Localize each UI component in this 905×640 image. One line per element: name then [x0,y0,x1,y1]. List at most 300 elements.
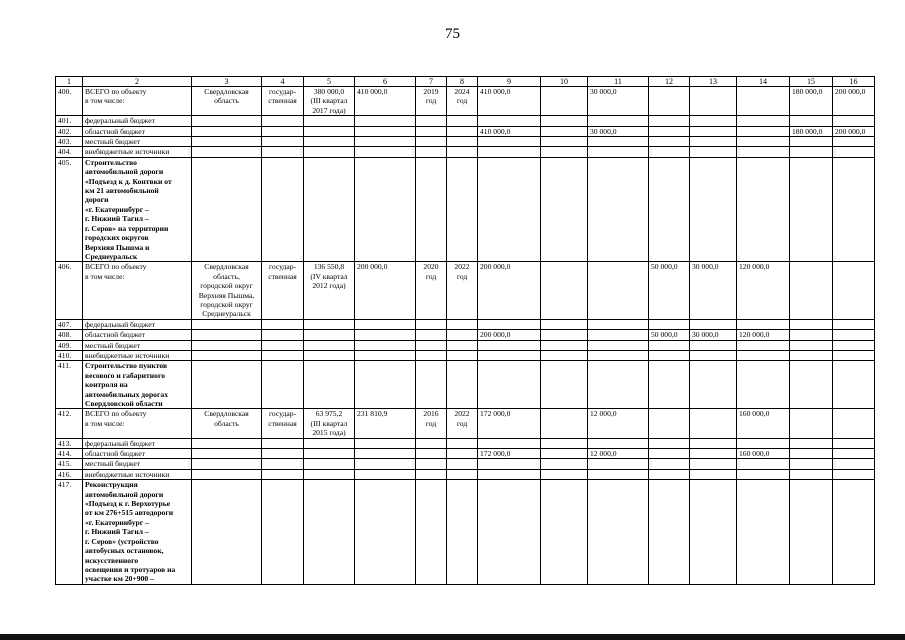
table-cell [541,262,588,319]
table-cell [833,330,875,340]
column-header: 14 [737,77,790,87]
row-label: областной бюджет [83,330,192,340]
table-cell: государ- ственная [262,409,304,438]
table-cell [304,350,355,360]
table-cell [447,469,478,479]
table-cell [737,87,790,116]
column-header: 10 [541,77,588,87]
table-cell [737,116,790,126]
table-cell [588,480,649,584]
table-cell [790,361,833,409]
table-cell [447,147,478,157]
table-cell [790,469,833,479]
table-cell [690,361,737,409]
table-cell [833,137,875,147]
table-cell [355,157,416,261]
table-cell [790,137,833,147]
table-cell [192,116,262,126]
table-row [56,459,875,469]
table-cell [478,350,541,360]
table-cell [690,157,737,261]
table-cell [737,340,790,350]
table-cell: 200 000,0 [833,87,875,116]
table-cell [447,330,478,340]
table-cell [304,157,355,261]
table-cell [649,137,690,147]
table-cell [541,480,588,584]
column-header: 11 [588,77,649,87]
table-cell [416,438,447,448]
table-cell [192,137,262,147]
table-cell [192,459,262,469]
table-cell: Свердловская область [192,409,262,438]
table-cell [833,157,875,261]
table-cell [355,340,416,350]
table-cell [262,340,304,350]
table-cell [416,350,447,360]
table-row [56,319,875,329]
table-cell: 410 000,0 [355,87,416,116]
table-cell [790,262,833,319]
table-cell: 12 000,0 [588,449,649,459]
table-cell [447,137,478,147]
table-cell [447,340,478,350]
table-cell [262,449,304,459]
table-cell [790,157,833,261]
table-cell [304,116,355,126]
column-header: 8 [447,77,478,87]
table-cell [690,340,737,350]
table-cell [304,126,355,136]
table-cell: 30 000,0 [588,87,649,116]
table-cell [790,116,833,126]
table-row [56,87,875,116]
page-number: 75 [445,26,460,42]
table-cell [690,350,737,360]
table-cell [649,87,690,116]
table-cell [304,449,355,459]
table-cell [355,330,416,340]
column-header: 2 [83,77,192,87]
table-cell: 200 000,0 [355,262,416,319]
table-cell [478,480,541,584]
table-cell [588,340,649,350]
table-cell [833,361,875,409]
header-row [56,77,875,87]
table-cell [790,480,833,584]
table-cell [541,350,588,360]
row-number: 405. [56,157,83,261]
column-header: 15 [790,77,833,87]
table-cell [541,157,588,261]
table-cell: 50 000,0 [649,330,690,340]
table-cell: 30 000,0 [690,262,737,319]
table-cell [541,319,588,329]
table-cell [478,438,541,448]
row-number: 417. [56,480,83,584]
table-cell [447,319,478,329]
table-cell: 50 000,0 [649,262,690,319]
table-cell: 160 000,0 [737,449,790,459]
table-cell [833,459,875,469]
table-cell: Свердловская область [192,87,262,116]
table-cell [737,157,790,261]
row-label: областной бюджет [83,449,192,459]
table-cell [262,137,304,147]
table-cell [447,361,478,409]
table-cell: 380 000,0 (III квартал 2017 года) [304,87,355,116]
table-cell: 410 000,0 [478,126,541,136]
table-cell [690,459,737,469]
table-cell [262,438,304,448]
table-cell [355,459,416,469]
row-number: 402. [56,126,83,136]
table-cell [790,438,833,448]
table-cell [541,469,588,479]
row-number: 410. [56,350,83,360]
table-cell [192,469,262,479]
table-cell [649,438,690,448]
table-cell: Свердловская область, городской округ Верхняя Пышма, городской округ Среднеуральск [192,262,262,319]
table-cell [304,480,355,584]
table-cell [541,126,588,136]
table-cell [737,361,790,409]
table-cell [355,361,416,409]
table-cell [416,147,447,157]
row-label: местный бюджет [83,459,192,469]
table-cell [833,262,875,319]
table-cell [737,126,790,136]
row-label: местный бюджет [83,137,192,147]
table-cell [588,330,649,340]
column-header: 6 [355,77,416,87]
table-cell [737,469,790,479]
table-cell [690,137,737,147]
table-cell: 30 000,0 [588,126,649,136]
table-cell: 2022 год [447,409,478,438]
table-cell [262,361,304,409]
table-cell [355,469,416,479]
table-cell [447,449,478,459]
row-number: 401. [56,116,83,126]
row-label: внебюджетные источники [83,147,192,157]
table-cell [192,147,262,157]
table-cell [649,459,690,469]
table-cell [192,319,262,329]
table-cell [649,157,690,261]
table-cell [737,480,790,584]
table-cell [192,438,262,448]
table-cell: 172 000,0 [478,409,541,438]
table-cell [790,459,833,469]
column-header: 16 [833,77,875,87]
table-cell [355,350,416,360]
row-number: 413. [56,438,83,448]
table-cell [262,469,304,479]
row-number: 408. [56,330,83,340]
table-cell [588,137,649,147]
table-row [56,330,875,340]
table-cell [833,147,875,157]
column-header: 5 [304,77,355,87]
table-cell [262,157,304,261]
row-number: 416. [56,469,83,479]
table-cell [649,340,690,350]
table-cell [192,126,262,136]
table-cell [304,137,355,147]
table-body [56,77,875,585]
table-cell [737,147,790,157]
table-cell [790,330,833,340]
table-cell [541,409,588,438]
table-cell [833,409,875,438]
table-cell [304,340,355,350]
table-cell [790,409,833,438]
table-cell [588,157,649,261]
table-cell [416,157,447,261]
table-row [56,469,875,479]
table-cell [262,459,304,469]
table-cell [304,361,355,409]
table-row [56,409,875,438]
table-row [56,340,875,350]
table-cell [737,350,790,360]
table-cell [588,350,649,360]
table-row [56,480,875,584]
table-cell [262,116,304,126]
table-row [56,449,875,459]
table-row [56,116,875,126]
row-label: Реконструкция автомобильной дороги «Подъезд к г. Верхотурье от км 276+515 автодороги «г. Екатеринбург – г. Нижний Тагил – г. Серов» (устройство автобусных остановок, искусственного освещения и тротуаров на участке км 20+900 – [83,480,192,584]
table-cell [690,469,737,479]
table-cell [478,116,541,126]
table-cell [416,449,447,459]
table-cell [192,480,262,584]
table-cell [690,449,737,459]
table-cell [541,449,588,459]
row-label: областной бюджет [83,126,192,136]
table-row [56,350,875,360]
table-cell [192,449,262,459]
table-cell [355,438,416,448]
row-label: Строительство автомобильной дороги «Подъезд к д. Контвки от км 21 автомобильной дороги «г. Екатеринбург – г. Нижний Тагил – г. Серов» на территории городских округов Верхняя Пышма и Среднеуральск [83,157,192,261]
table-cell: 200 000,0 [478,330,541,340]
table-cell [737,319,790,329]
column-header: 3 [192,77,262,87]
table-cell [478,157,541,261]
table-cell [833,350,875,360]
table-cell [649,361,690,409]
table-cell [690,116,737,126]
table-cell [790,340,833,350]
table-cell [649,319,690,329]
table-cell [304,469,355,479]
table-cell [192,350,262,360]
table-cell: 180 000,0 [790,126,833,136]
row-label: местный бюджет [83,340,192,350]
table-cell [833,469,875,479]
table-cell: 30 000,0 [690,330,737,340]
table-cell: 63 975,2 (III квартал 2015 года) [304,409,355,438]
table-cell: 410 000,0 [478,87,541,116]
table-cell: 2022 год [447,262,478,319]
table-cell [690,126,737,136]
table-cell [478,459,541,469]
row-number: 400. [56,87,83,116]
table-cell: государ- ственная [262,87,304,116]
table-cell [355,319,416,329]
table-cell [541,340,588,350]
table-cell [192,361,262,409]
table-row [56,137,875,147]
table-cell [833,449,875,459]
table-cell [541,330,588,340]
table-cell [355,480,416,584]
table-cell [588,438,649,448]
table-cell [790,350,833,360]
table-cell [416,319,447,329]
table-row [56,438,875,448]
table-row [56,147,875,157]
table-cell [304,319,355,329]
table-cell [541,147,588,157]
table-cell [690,438,737,448]
table-cell [478,340,541,350]
table-cell [588,459,649,469]
row-number: 409. [56,340,83,350]
table-cell [737,459,790,469]
table-cell [416,361,447,409]
table-cell: 200 000,0 [478,262,541,319]
table-cell [690,147,737,157]
table-cell [588,147,649,157]
table-cell [833,319,875,329]
table-cell [690,480,737,584]
table-cell [262,147,304,157]
table-cell [447,438,478,448]
table-cell [790,319,833,329]
table-cell [588,469,649,479]
column-header: 13 [690,77,737,87]
table-cell [790,147,833,157]
table-cell [833,438,875,448]
table-cell [304,147,355,157]
column-header: 4 [262,77,304,87]
table-cell: 160 000,0 [737,409,790,438]
row-number: 403. [56,137,83,147]
table-cell: 231 810,9 [355,409,416,438]
table-cell [355,449,416,459]
table-cell [416,480,447,584]
table-cell: 120 000,0 [737,262,790,319]
table-cell [262,126,304,136]
budget-table [55,76,875,585]
table-cell [649,409,690,438]
table-cell [649,469,690,479]
table-cell [588,262,649,319]
table-cell [355,126,416,136]
row-label: ВСЕГО по объекту в том числе: [83,409,192,438]
table-cell [262,350,304,360]
row-number: 414. [56,449,83,459]
table-cell [416,116,447,126]
table-cell [690,409,737,438]
table-cell [447,350,478,360]
row-label: федеральный бюджет [83,319,192,329]
table-cell [192,340,262,350]
table-cell: 200 000,0 [833,126,875,136]
row-label: внебюджетные источники [83,350,192,360]
row-label: ВСЕГО по объекту в том числе: [83,87,192,116]
table-cell: 2016 год [416,409,447,438]
table-row [56,262,875,319]
table-cell [447,126,478,136]
table-cell [355,137,416,147]
table-cell [355,147,416,157]
column-header: 9 [478,77,541,87]
table-cell [737,438,790,448]
table-cell [649,126,690,136]
row-label: федеральный бюджет [83,116,192,126]
table-cell [478,469,541,479]
row-label: внебюджетные источники [83,469,192,479]
table-cell: 2024 год [447,87,478,116]
table-cell [478,147,541,157]
table-cell [649,147,690,157]
table-cell [737,137,790,147]
table-cell [416,459,447,469]
row-number: 407. [56,319,83,329]
table-row [56,157,875,261]
row-label: ВСЕГО по объекту в том числе: [83,262,192,319]
table-cell [690,319,737,329]
table-cell: государ- ственная [262,262,304,319]
column-header: 7 [416,77,447,87]
row-number: 412. [56,409,83,438]
table-cell [649,116,690,126]
table-cell [833,480,875,584]
table-cell [541,116,588,126]
table-cell [304,330,355,340]
table-cell [262,319,304,329]
column-header: 1 [56,77,83,87]
table-cell [588,319,649,329]
table-cell: 2020 год [416,262,447,319]
row-number: 406. [56,262,83,319]
table-cell [833,340,875,350]
row-label: федеральный бюджет [83,438,192,448]
scan-edge [0,634,905,640]
table-cell [649,480,690,584]
table-cell [416,469,447,479]
table-cell [447,459,478,469]
table-cell [262,480,304,584]
table-cell: 172 000,0 [478,449,541,459]
table-cell: 136 550,8 (IV квартал 2012 года) [304,262,355,319]
table-cell [416,137,447,147]
table-row [56,361,875,409]
table-cell [833,116,875,126]
table-cell [192,157,262,261]
table-cell [690,87,737,116]
column-header: 12 [649,77,690,87]
table-row [56,126,875,136]
table-cell [790,449,833,459]
table-cell [649,350,690,360]
table-cell [192,330,262,340]
row-number: 415. [56,459,83,469]
table-cell [541,137,588,147]
